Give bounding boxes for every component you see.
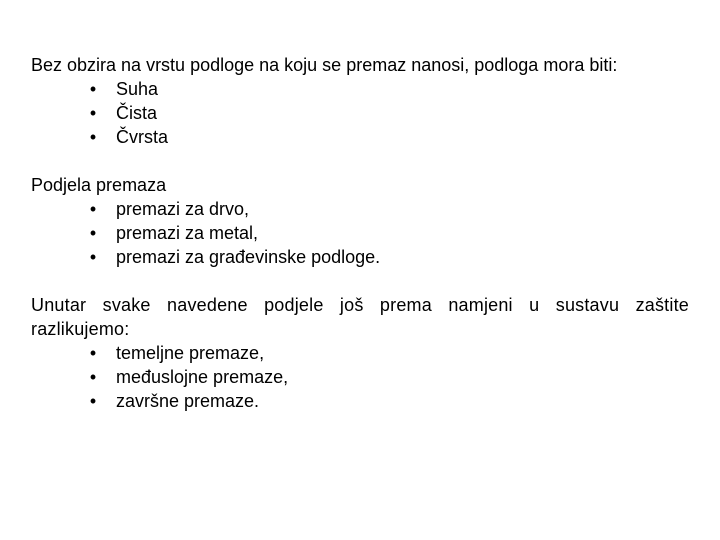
surface-requirements-list xyxy=(31,77,689,149)
bullet-icon: • xyxy=(89,199,97,219)
list-item xyxy=(31,221,689,245)
list-item-text: temeljne premaze, xyxy=(116,343,265,363)
list-item-text: završne premaze. xyxy=(116,391,260,411)
list-item-text: Čista xyxy=(116,103,158,123)
coating-types-list xyxy=(31,197,689,269)
list-item-text: Suha xyxy=(116,79,159,99)
bullet-icon: • xyxy=(89,391,97,411)
list-item xyxy=(31,197,689,221)
bullet-icon: • xyxy=(89,343,97,363)
list-item xyxy=(31,341,689,365)
coating-types-intro: Podjela premaza xyxy=(31,175,167,195)
list-item xyxy=(31,365,689,389)
protection-layers-list xyxy=(31,341,689,413)
bullet-icon: • xyxy=(89,79,97,99)
list-item-text: premazi za građevinske podloge. xyxy=(116,247,381,267)
list-item xyxy=(31,389,689,413)
bullet-icon: • xyxy=(89,103,97,123)
list-item xyxy=(31,245,689,269)
list-item-text: međuslojne premaze, xyxy=(116,367,289,387)
protection-layers-intro: Unutar svake navedene podjele još prema namjeni u sustavu zaštite razlikujemo: xyxy=(31,295,689,339)
list-item xyxy=(31,101,689,125)
list-item-text: premazi za drvo, xyxy=(116,199,250,219)
bullet-icon: • xyxy=(89,223,97,243)
list-item xyxy=(31,125,689,149)
list-item-text: Čvrsta xyxy=(116,127,169,147)
bullet-icon: • xyxy=(89,247,97,267)
list-item-text: premazi za metal, xyxy=(116,223,259,243)
protection-layers-section xyxy=(31,293,689,413)
surface-requirements-section xyxy=(31,53,689,149)
bullet-icon: • xyxy=(89,367,97,387)
surface-requirements-intro: Bez obzira na vrstu podloge na koju se premaz nanosi, podloga mora biti: xyxy=(31,55,618,75)
bullet-icon: • xyxy=(89,127,97,147)
list-item xyxy=(31,77,689,101)
coating-types-section xyxy=(31,173,689,269)
